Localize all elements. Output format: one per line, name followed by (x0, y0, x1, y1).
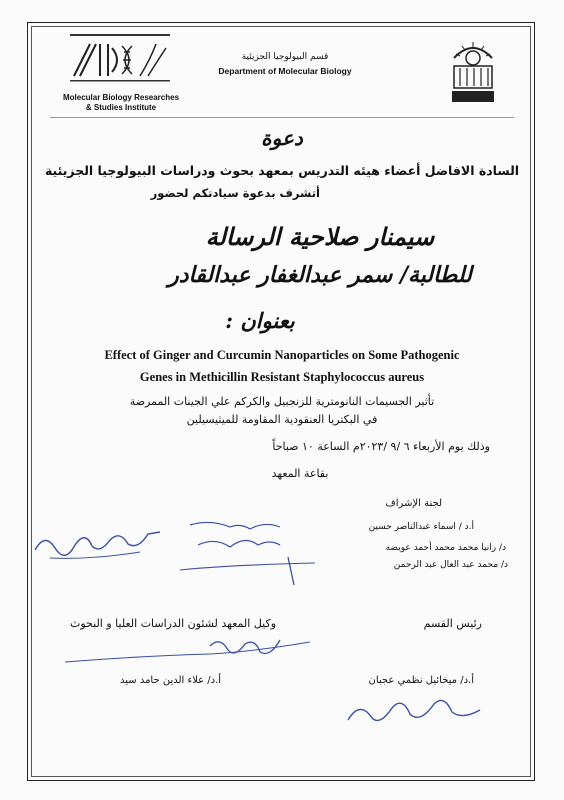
department-name-en: Department of Molecular Biology (218, 66, 352, 76)
venue: بقاعة المعهد (271, 467, 329, 480)
head-of-department-title: رئيس القسم (423, 617, 482, 630)
supervisor-1: أ.د / اسماء عبدالناصر حسين (368, 522, 474, 532)
student-name: للطالبة/ سمر عبدالغفار عبدالقادر (168, 262, 472, 288)
seminar-heading: سيمنار صلاحية الرسالة (205, 222, 435, 251)
supervision-title: لجنة الإشراف (385, 498, 442, 509)
head-signature (340, 690, 490, 730)
addressees-line: السادة الافاضل أعضاء هيئه التدريس بمعهد بحوث ودراسات البيولوجيا الجزيئية (44, 163, 520, 178)
institute-name (56, 93, 186, 113)
institute-name-line1: Molecular Biology Researches (62, 93, 180, 102)
institute-logo (60, 28, 180, 88)
vice-dean-title: وكيل المعهد لشئون الدراسات العليا و البحوث (70, 617, 277, 630)
supervisor-2: د/ رانيا محمد محمد أحمد عويضه (385, 543, 506, 553)
vice-signature (60, 632, 320, 670)
supervisor-3: د/ محمد عبد العال عبد الرحمن (393, 560, 508, 570)
supervisor-signature-left (30, 520, 170, 565)
title-en-line1: Effect of Ginger and Curcumin Nanoparticles on Some Pathogenic (104, 348, 460, 362)
honor-line: أتشرف بدعوة سيادتكم لحضور (150, 186, 320, 200)
title-ar-line2: في البكتريا العنقودية المقاومة للميثيسيلين (186, 413, 378, 426)
date-line: وذلك يوم الأربعاء ٦ /٩ /٢٠٢٣م الساعة ١٠ صباحاً (272, 440, 490, 453)
title-en-line2: Genes in Methicillin Resistant Staphylococcus aureus (139, 370, 425, 384)
title-ar-line1: تأثير الجسيمات النانومترية للزنجبيل والكركم علي الجينات الممرضة (129, 395, 435, 408)
header-divider (50, 117, 514, 118)
title-label: بعنوان : (225, 308, 295, 333)
institute-name-line2: & Studies Institute (85, 103, 157, 112)
head-of-department-name: أ.د/ ميخائيل نظمي عجبان (368, 675, 474, 686)
invitation-heading: دعوة (261, 126, 303, 150)
vice-dean-name: أ.د/ علاء الدين حامد سيد (120, 675, 222, 686)
department-name-ar: قسم البيولوجيا الجزيئية (241, 52, 329, 62)
university-logo (448, 36, 498, 104)
supervisor-signature-middle (170, 515, 320, 590)
